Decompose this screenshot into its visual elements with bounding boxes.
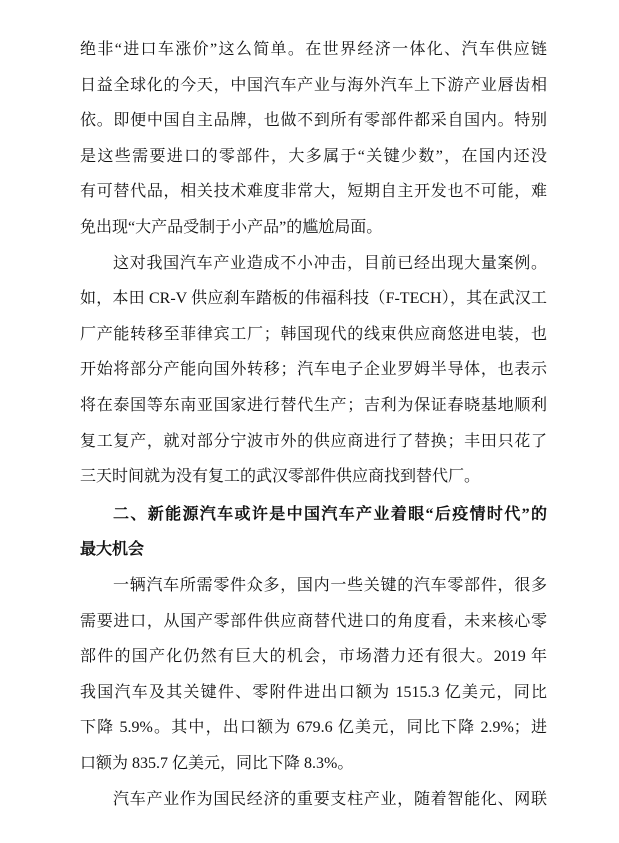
document-body: [80, 32, 547, 818]
section-heading: [80, 497, 547, 568]
text-line: 绝非“进口车涨价”这么简单。在世界经济一体化、汽车供应链: [80, 41, 547, 58]
text-line: 汽车产业作为国民经济的重要支柱产业，随着智能化、网联: [113, 791, 547, 809]
paragraph-trade-figures: [80, 568, 547, 782]
text-line: 复工复产，就对部分宁波市外的供应商进行了替换；丰田只花了: [80, 432, 547, 450]
text-line: 需要进口，从国产零部件供应商替代进口的角度看，未来核心零: [80, 612, 547, 630]
paragraph-cases: [80, 246, 547, 495]
text-line: 三天时间就为没有复工的武汉零部件供应商找到替代厂。: [80, 468, 481, 486]
text-line: 开始将部分产能向国外转移；汽车电子企业罗姆半导体，也表示: [80, 361, 547, 379]
text-line: 免出现“大产品受制于小产品”的尴尬局面。: [80, 218, 383, 236]
text-line: 部件的国产化仍然有巨大的机会，市场潜力还有很大。2019 年: [80, 648, 547, 666]
text-line: 有可替代品，相关技术难度非常大，短期自主开发也不可能，难: [80, 183, 547, 201]
text-line: 口额为 835.7 亿美元，同比下降 8.3%。: [80, 754, 354, 772]
heading-line: 二、新能源汽车或许是中国汽车产业着眼“后疫情时代”的: [113, 505, 547, 523]
text-line: 如，本田 CR-V 供应刹车踏板的伟福科技（F-TECH），其在武汉工: [80, 290, 547, 308]
text-line: 日益全球化的今天，中国汽车产业与海外汽车上下游产业唇齿相: [80, 76, 547, 94]
text-line: 我国汽车及其关键件、零附件进出口额为 1515.3 亿美元，同比: [80, 683, 547, 701]
text-line: 依。即便中国自主品牌，也做不到所有零部件都采自国内。特别: [80, 112, 547, 130]
text-line: 将在泰国等东南亚国家进行替代生产；吉利为保证春晓基地顺利: [80, 396, 547, 414]
text-line: 这对我国汽车产业造成不小冲击，目前已经出现大量案例。: [113, 254, 547, 272]
text-line: 厂产能转移至菲律宾工厂；韩国现代的线束供应商悠进电装，也: [80, 325, 547, 343]
text-line: 一辆汽车所需零件众多，国内一些关键的汽车零部件，很多: [113, 576, 547, 594]
text-line: 是这些需要进口的零部件，大多属于“关键少数”，在国内还没: [80, 147, 547, 165]
paragraph-pillar-industry: [80, 782, 547, 818]
text-line: 下降 5.9%。其中，出口额为 679.6 亿美元，同比下降 2.9%；进: [80, 719, 547, 737]
heading-line: 最大机会: [80, 541, 145, 559]
paragraph-supply-chain: [80, 32, 547, 246]
